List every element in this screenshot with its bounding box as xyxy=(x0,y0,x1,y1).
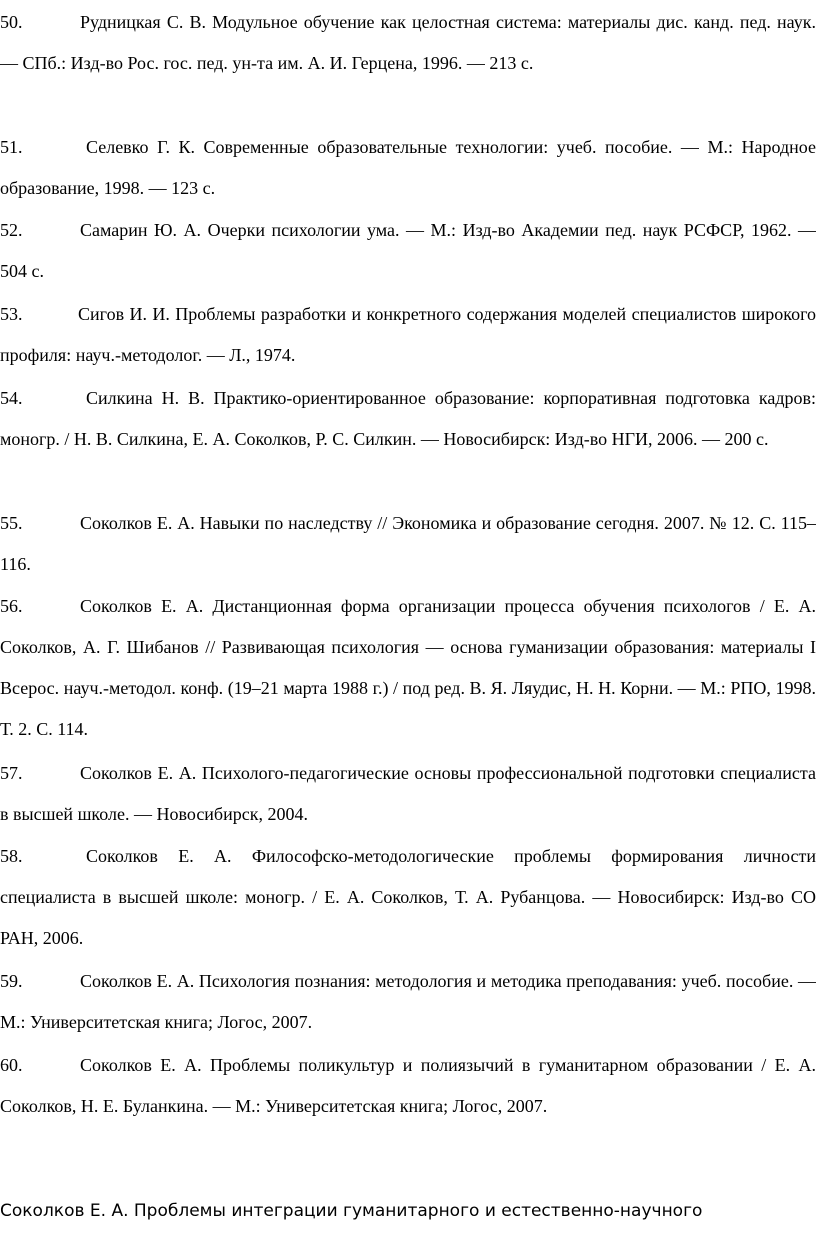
reference-text: Соколков Е. А. Психология познания: методология и методика преподавания: учеб. пособие. — М.: Университетская книга; Логос, 2007. xyxy=(0,971,816,1032)
reference-item-59 xyxy=(0,961,816,1043)
reference-number: 50. xyxy=(0,12,23,32)
reference-text: Селевко Г. К. Современные образовательные технологии: учеб. пособие. — М.: Народное образование, 1998. — 123 с. xyxy=(0,137,816,198)
reference-number: 53. xyxy=(0,304,23,324)
reference-text: Соколков Е. А. Философско-методологические проблемы формирования личности специалиста в высшей школе: моногр. / Е. А. Соколков, Т. А. Рубанцова. — Новосибирск: Изд-во СО РАН, 2006. xyxy=(0,846,816,948)
reference-text: Рудницкая С. В. Модульное обучение как целостная система: материалы дис. канд. пед. наук. — СПб.: Изд-во Рос. гос. пед. ун-та им. А. И. Герцена, 1996. — 213 с. xyxy=(0,12,816,73)
reference-number: 51. xyxy=(0,137,23,157)
reference-item-53 xyxy=(0,294,816,376)
reference-item-56 xyxy=(0,586,816,750)
reference-item-55 xyxy=(0,503,816,585)
reference-text: Соколков Е. А. Психолого-педагогические основы профессиональной подготовки специалиста в высшей школе. — Новосибирск, 2004. xyxy=(0,763,816,824)
reference-number: 60. xyxy=(0,1055,23,1075)
reference-number: 55. xyxy=(0,513,23,533)
trailing-reference-line: Соколков Е. А. Проблемы интеграции гуманитарного и естественно-научного xyxy=(0,1201,703,1221)
reference-text: Соколков Е. А. Проблемы поликультур и полиязычий в гуманитарном образовании / Е. А. Соколков, Н. Е. Буланкина. — М.: Университетская книга; Логос, 2007. xyxy=(0,1055,816,1116)
reference-item-54 xyxy=(0,378,816,460)
reference-number: 56. xyxy=(0,596,23,616)
reference-item-58 xyxy=(0,836,816,959)
reference-number: 59. xyxy=(0,971,23,991)
reference-item-52 xyxy=(0,210,816,292)
reference-number: 52. xyxy=(0,220,23,240)
reference-text: Сигов И. И. Проблемы разработки и конкретного содержания моделей специалистов широкого профиля: науч.-методолог. — Л., 1974. xyxy=(0,304,816,365)
reference-text: Силкина Н. В. Практико-ориентированное образование: корпоративная подготовка кадров: моногр. / Н. В. Силкина, Е. А. Соколков, Р. С. Силкин. — Новосибирск: Изд-во НГИ, 2006. — 200 с. xyxy=(0,388,816,449)
reference-text: Соколков Е. А. Дистанционная форма организации процесса обучения психологов / Е. А. Соколков, А. Г. Шибанов // Развивающая психология — основа гуманизации образования: материалы I Всерос. науч.-методол. конф. (19–21 марта 1988 г.) / под ред. В. Я. Ляудис, Н. Н. Корни. — М.: РПО, 1998. Т. 2. С. 114. xyxy=(0,596,816,739)
reference-item-60 xyxy=(0,1045,816,1127)
reference-text: Самарин Ю. А. Очерки психологии ума. — М.: Изд-во Академии пед. наук РСФСР, 1962. — 504 с. xyxy=(0,220,816,281)
reference-number: 57. xyxy=(0,763,23,783)
reference-number: 58. xyxy=(0,846,23,866)
reference-item-50 xyxy=(0,2,816,84)
reference-number: 54. xyxy=(0,388,23,408)
reference-item-57 xyxy=(0,753,816,835)
reference-item-51 xyxy=(0,127,816,209)
reference-text: Соколков Е. А. Навыки по наследству // Экономика и образование сегодня. 2007. № 12. С. 115–116. xyxy=(0,513,816,574)
